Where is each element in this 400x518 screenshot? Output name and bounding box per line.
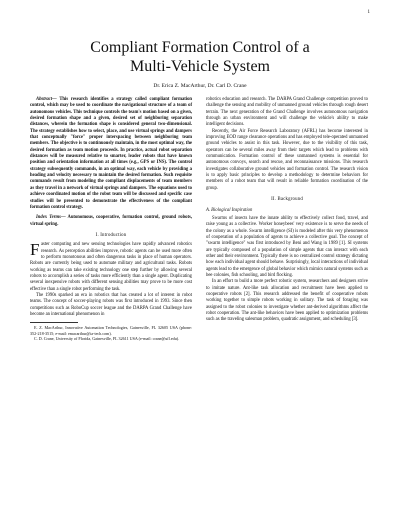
index-terms-label: Index Terms	[36, 215, 61, 221]
right-paragraph-2: Recently, the Air Force Research Laboratory (AFRL) has become interested in improving EOD range clearance operations and has employed tele-operated unmanned ground vehicles to assist in this task. However, due to the visibility of this task, operators can be several miles away from their targets which lead to problems with communication. Formation control of these unmanned systems is essential for autonomous convoys, search and rescue, and reconnaissance missions. This research investigates collaborative ground vehicles and formation control. The research vision is to apply basic principles to develop a methodology to determine behaviors for members of a robot team that will result in reliable formation coordination of the group.	[206, 128, 368, 191]
authors: Dr. Erica Z. MacArthur, Dr. Carl D. Crane	[153, 83, 247, 89]
index-terms	[30, 215, 192, 228]
drop-cap: F	[30, 240, 40, 260]
index-terms-text: — Autonomous, cooperative, formation control, ground robots, virtual spring.	[30, 215, 193, 227]
background-paragraph-2: In an effort to build a more perfect robotic system, researchers and designers strive to imitate nature. Ant-like task allocation and recruitment have been applied to cooperative robots [2]. This research addressed the benefit of cooperative robots working together to simple robots working in solitary. The task of foraging was assigned to the robot colonies to investigate whether ant-derived algorithms affect the robot cooperation. The ant-like behaviors have been applied to optimization problems such as the traveling salesman problem, quadratic assignment, and scheduling [3].	[206, 279, 368, 323]
section-heading-background: II. Background	[271, 197, 303, 203]
right-paragraph-1: robotics education and research. The DARPA Grand Challenge competition proved to challenge the sensing and mobility of unmanned ground vehicles through rough desert terrain. The next generation of the Grand Challenge involves autonomous navigation through an urban environment and will challenge the vehicle's ability to make intelligent decisions.	[206, 97, 368, 128]
abstract	[30, 97, 192, 211]
paper-title	[0, 38, 400, 76]
footnote-rule	[30, 322, 78, 323]
intro-paragraph-2: The 1990s sparked an era in robotics that has created a lot of interest in robot teams. The concept of soccer-playing robots was first introduced in 1993. Since then competitions such as RoboCup soccer league and the DARPA Grand Challenge have become an international phenomenon in	[30, 292, 192, 317]
abstract-label: Abstract	[36, 97, 52, 102]
title-line-2: Multi-Vehicle System	[130, 58, 270, 75]
background-paragraph-1: Swarms of insects have the innate ability to effectively collect food, travel, and raise young as a collective. Worker honeybees' very existence is to serve the needs of the colony as a whole. Swarm intelligence (SI) is modeled after this very phenomenon of cooperation of a population of agents to achieve a collective goal. The concept of "swarm intelligence" was first introduced by Beni and Wang in 1989 [1]. SI systems are typically composed of a population of simple agents that can interact with each other and their environment. Typically there is no centralized control strategy dictating how each individual agent should behave. Surprisingly, local interactions of individual agents lead to the emergence of global behavior which mimics natural systems such as bee colonies, fish schooling, and bird flocking.	[206, 215, 368, 278]
footnote-author-1: E. Z. MacArthur, Innovative Automation Technologies, Gainesville, FL 32605 USA (phone: 352-218-3515; e-mail: emacarthur@ia-tech.com).	[30, 325, 192, 336]
intro-paragraph-1-text: aster computing and new sensing technologies have rapidly advanced robotics research. As perception abilities improve, robotic agents can be used more often to perform monotonous and often dangerous tasks in place of human operators. Robots are currently being used to automate military and agricultural tasks. Robots working as teams can take existing technology one step further by allowing several robots to accomplish a series of tasks more efficiently than a single agent. Duplicating several inexpensive robots with different sensing abilities may prove to be more cost effective than a single robot performing the task.	[30, 242, 192, 292]
abstract-text: — This research identifies a strategy called compliant formation control, which may be used to coordinate the navigational structure of a team of autonomous vehicles. This technique controls the team's motion based on a given, desired formation shape and a given, desired set of neighboring separation distances, wherein the formation shape is considered general two-dimensional. The strategy establishes how to select, place, and use virtual springs and dampers that conceptually "force" proper interspacing between neighboring team members. The objective is to continuously maintain, in the most optimal way, the desired formation as team motion proceeds. In practice, actual robot separation distances will be measured relative to smarter, leader robots that have known position and orientation information at all times (e.g., GPS or INS). The control strategy subsequently commands, in an optimal way, each vehicle by providing a heading and velocity necessary to maintain the desired formation. Such requisite commands result from modeling the compliant displacements of team members as they travel in a network of virtual springs and dampers. The equations used to achieve coordinated motion of the robot team will be discussed and specific case studies will be presented to demonstrate the effectiveness of the compliant formation control strategy.	[30, 97, 192, 210]
left-column	[30, 97, 192, 342]
intro-paragraph-1	[30, 242, 192, 293]
page-number: 1	[367, 10, 370, 15]
subsection-heading-biological-inspiration: A. Biological Inspiration	[206, 207, 253, 213]
footnote-author-2: C. D. Crane, University of Florida, Gainesville, FL 32611 USA (e-mail: crane@ufl.edu).	[34, 336, 180, 342]
right-column	[206, 97, 368, 324]
title-line-1: Compliant Formation Control of a	[90, 39, 310, 56]
section-heading-introduction: I. Introduction	[95, 232, 127, 238]
